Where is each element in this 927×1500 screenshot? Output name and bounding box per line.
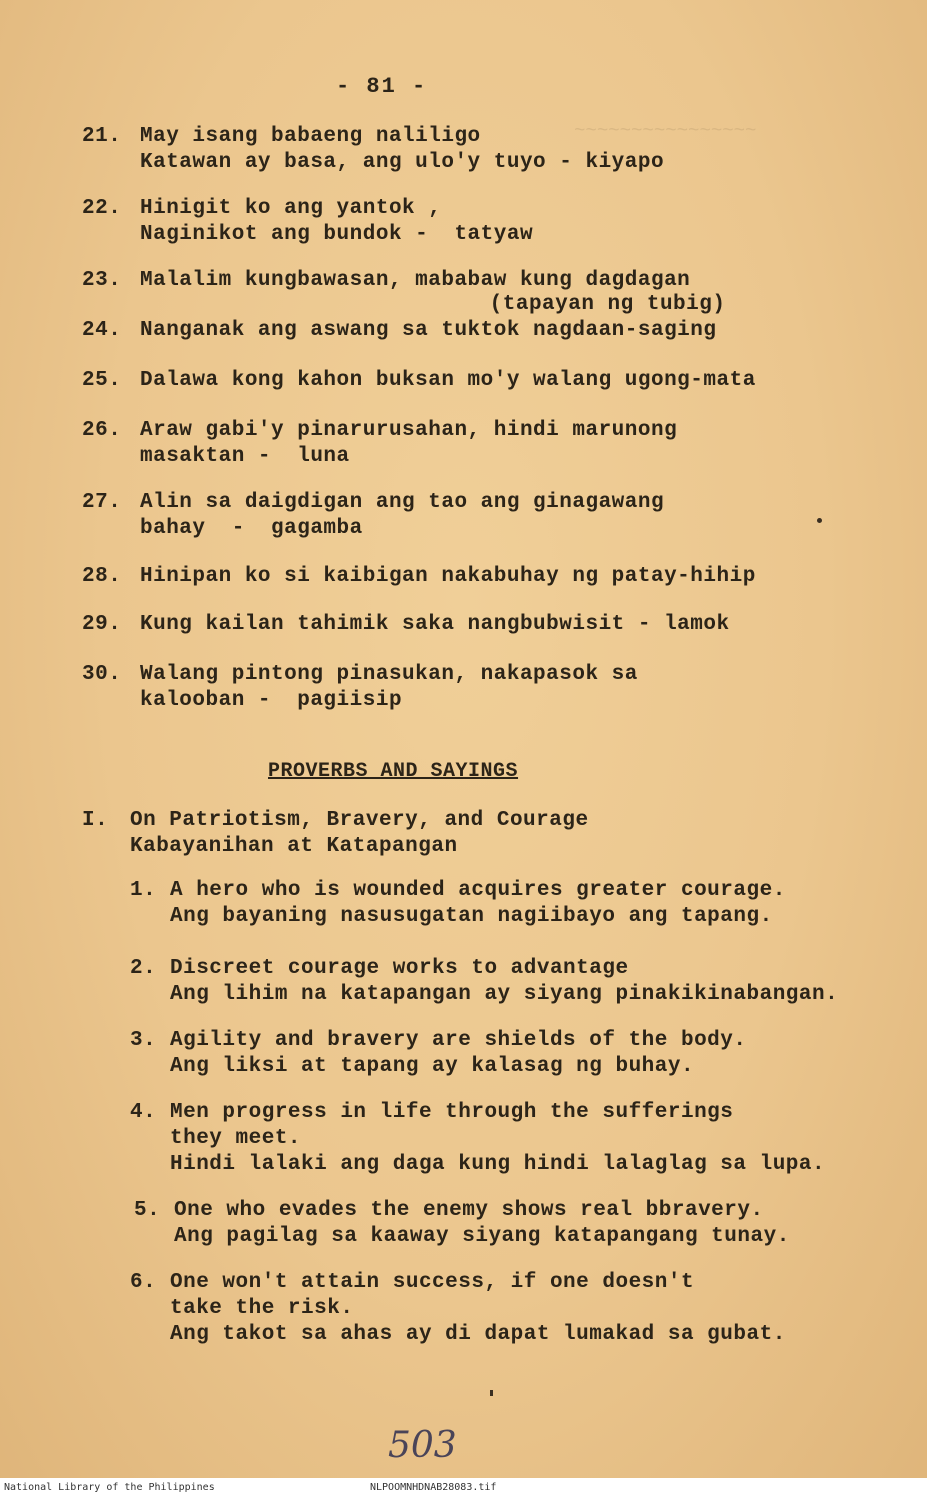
riddle-23-number: 23. <box>82 269 122 292</box>
riddle-27-line2: bahay - gagamba <box>140 517 363 540</box>
riddle-22-number: 22. <box>82 197 122 220</box>
proverb-4-number: 4. <box>130 1101 157 1124</box>
proverb-6-number: 6. <box>130 1271 157 1294</box>
proverb-2-tagalog: Ang lihim na katapangan ay siyang pinakikinabangan. <box>170 983 839 1006</box>
riddle-21-line1: May isang babaeng naliligo <box>140 125 481 148</box>
riddle-26-line2: masaktan - luna <box>140 445 350 468</box>
riddle-24-line1: Nanganak ang aswang sa tuktok nagdaan-saging <box>140 319 717 342</box>
ink-mark <box>490 1390 493 1396</box>
riddle-26-number: 26. <box>82 419 122 442</box>
riddle-25-line1: Dalawa kong kahon buksan mo'y walang ugong-mata <box>140 369 756 392</box>
footer-filename: NLPOOMNHDNAB28083.tif <box>370 1482 497 1493</box>
proverb-6-english-line1: One won't attain success, if one doesn't <box>170 1271 695 1294</box>
riddle-21-number: 21. <box>82 125 122 148</box>
riddle-27-number: 27. <box>82 491 122 514</box>
riddle-30-line2: kalooban - pagiisip <box>140 689 403 712</box>
handwritten-page-number: 503 <box>388 1425 457 1466</box>
proverb-3-english: Agility and bravery are shields of the body. <box>170 1029 747 1052</box>
riddle-26-line1: Araw gabi'y pinarurusahan, hindi marunong <box>140 419 678 442</box>
ink-spot <box>817 518 822 523</box>
proverb-6-tagalog: Ang takot sa ahas ay di dapat lumakad sa gubat. <box>170 1323 786 1346</box>
riddle-22-line1: Hinigit ko ang yantok , <box>140 197 442 220</box>
proverb-1-english: A hero who is wounded acquires greater courage. <box>170 879 786 902</box>
section-title: On Patriotism, Bravery, and Courage <box>130 809 589 832</box>
proverb-5-english: One who evades the enemy shows real bbravery. <box>174 1199 764 1222</box>
riddle-25-number: 25. <box>82 369 122 392</box>
proverb-4-english-line2: they meet. <box>170 1127 302 1150</box>
proverb-3-tagalog: Ang liksi at tapang ay kalasag ng buhay. <box>170 1055 695 1078</box>
proverb-1-number: 1. <box>130 879 157 902</box>
proverb-1-tagalog: Ang bayaning nasusugatan nagiibayo ang tapang. <box>170 905 773 928</box>
bleed-through-text: ~~~~~~~~~~~~~~~~ <box>460 120 757 142</box>
section-subtitle: Kabayanihan at Katapangan <box>130 835 458 858</box>
proverb-3-number: 3. <box>130 1029 157 1052</box>
riddle-28-line1: Hinipan ko si kaibigan nakabuhay ng patay-hihip <box>140 565 756 588</box>
proverb-2-number: 2. <box>130 957 157 980</box>
riddle-22-line2: Naginikot ang bundok - tatyaw <box>140 223 534 246</box>
footer-library-name: National Library of the Philippines <box>4 1482 215 1493</box>
riddle-28-number: 28. <box>82 565 122 588</box>
riddle-27-line1: Alin sa daigdigan ang tao ang ginagawang <box>140 491 665 514</box>
proverb-5-tagalog: Ang pagilag sa kaaway siyang katapangang tunay. <box>174 1225 790 1248</box>
riddle-24-number: 24. <box>82 319 122 342</box>
proverb-2-english: Discreet courage works to advantage <box>170 957 629 980</box>
proverb-5-number: 5. <box>134 1199 161 1222</box>
riddle-29-number: 29. <box>82 613 122 636</box>
riddle-30-line1: Walang pintong pinasukan, nakapasok sa <box>140 663 638 686</box>
proverb-6-english-line2: take the risk. <box>170 1297 354 1320</box>
proverb-4-english-line1: Men progress in life through the sufferings <box>170 1101 734 1124</box>
section-number: I. <box>82 809 109 832</box>
riddle-23-line2: (tapayan ng tubig) <box>280 293 726 316</box>
riddle-30-number: 30. <box>82 663 122 686</box>
archive-footer <box>0 1478 927 1500</box>
riddle-29-line1: Kung kailan tahimik saka nangbubwisit - lamok <box>140 613 730 636</box>
proverbs-heading: PROVERBS AND SAYINGS <box>268 760 519 783</box>
riddle-23-line1: Malalim kungbawasan, mababaw kung dagdagan <box>140 269 691 292</box>
page-number: - 81 - <box>336 74 428 99</box>
riddle-21-line2: Katawan ay basa, ang ulo'y tuyo - kiyapo <box>140 151 665 174</box>
proverb-4-tagalog: Hindi lalaki ang daga kung hindi lalaglag sa lupa. <box>170 1153 826 1176</box>
